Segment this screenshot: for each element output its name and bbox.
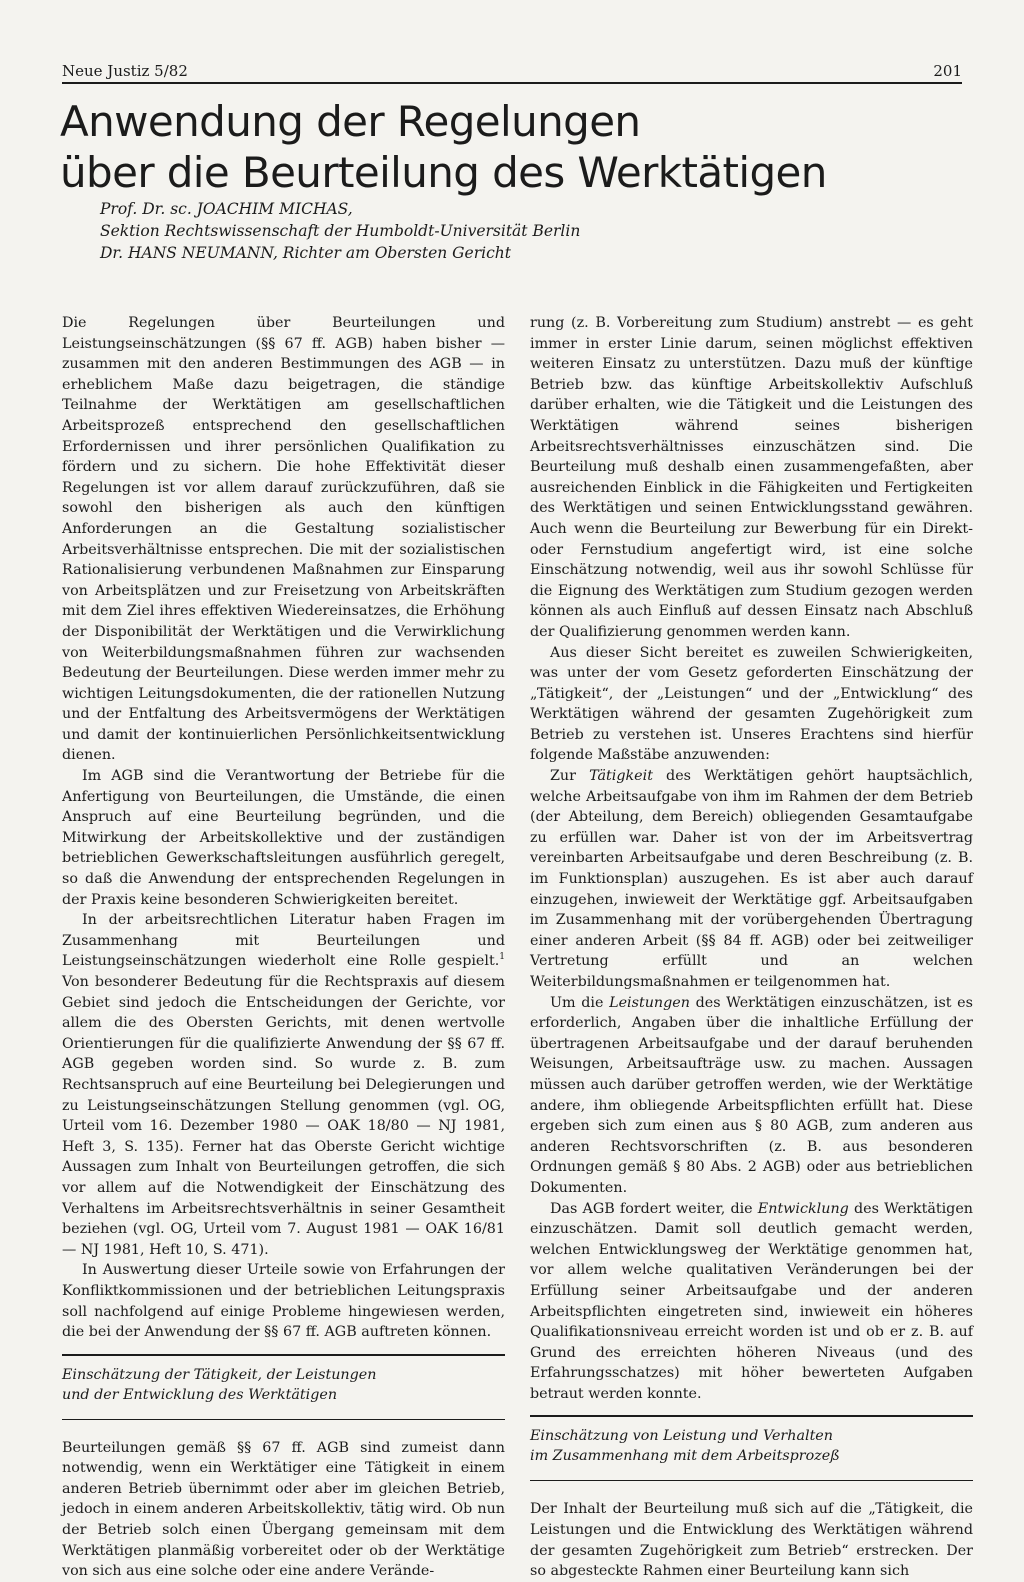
section-heading-line: Einschätzung der Tätigkeit, der Leistungen bbox=[62, 1366, 377, 1383]
emphasis-term: Tätigkeit bbox=[589, 768, 653, 785]
section-divider bbox=[530, 1415, 973, 1417]
emphasis-term: Entwicklung bbox=[757, 1200, 849, 1217]
paragraph: Aus dieser Sicht bereitet es zuweilen Schwierigkeiten, was unter der vom Gesetz geforderten Einschätzung der „Tätigkeit“, der „Leistungen“ und der „Entwicklung“ des Werktätigen während der gesamten Zugehörigkeit zum Betrieb zu verstehen ist. Unseres Erachtens sind hierfür folgende Maßstäbe anzuwenden: bbox=[530, 644, 973, 764]
section-divider bbox=[62, 1354, 505, 1356]
paragraph bbox=[530, 766, 973, 993]
paragraph-text: Das AGB fordert weiter, die bbox=[550, 1200, 758, 1217]
footnote-marker: 1 bbox=[499, 952, 505, 963]
paragraph bbox=[530, 993, 973, 1199]
paragraph-text: Zur bbox=[550, 768, 590, 785]
section-heading-line: Einschätzung von Leistung und Verhalten bbox=[530, 1428, 833, 1445]
section-heading-line: im Zusammenhang mit dem Arbeitsprozeß bbox=[530, 1448, 840, 1465]
paragraph bbox=[530, 1199, 973, 1405]
title-line-2: über die Beurteilung des Werktätigen bbox=[60, 148, 827, 197]
author-block bbox=[100, 198, 580, 264]
paragraph bbox=[62, 910, 505, 1260]
journal-issue: Neue Justiz 5/82 bbox=[62, 62, 188, 80]
paragraph: Beurteilungen gemäß §§ 67 ff. AGB sind zumeist dann notwendig, wenn ein Werktätiger eine Tätigkeit in einem anderen Betrieb übernimmt oder aber im gleichen Betrieb, jedoch in einem anderen Arbeitskollektiv, tätig wird. Ob nun der Betrieb solch einen Übergang gemeinsam mit dem Werktätigen planmäßig vorbereitet oder ob der Werktätige von sich aus eine solche oder eine andere Verände- bbox=[62, 1439, 505, 1580]
running-header bbox=[62, 60, 962, 84]
section-heading-rule bbox=[62, 1419, 505, 1420]
paragraph-text: des Werktätigen einzuschätzen, ist es erforderlich, Angaben über die inhaltliche Erfüllung der übertragenen Arbeitsaufgabe und der darauf beruhenden Weisungen, Arbeitsaufträge usw. zu machen. Aussagen müssen auch darüber getroffen werden, wie der Werktätige andere, ihm obliegende Arbeitspflichten erfüllt hat. Diese ergeben sich zum einen aus § 80 AGB, zum anderen aus anderen Rechtsvorschriften (z. B. aus besonderen Ordnungen gemäß § 80 Abs. 2 AGB) oder aus betrieblichen Dokumenten. bbox=[530, 994, 973, 1196]
paragraph: Die Regelungen über Beurteilungen und Leistungseinschätzungen (§§ 67 ff. AGB) haben bisher — zusammen mit den anderen Bestimmungen des AGB — in erheblichem Maße dazu beigetragen, die ständige Teilnahme der Werktätigen am gesellschaftlichen Arbeitsprozeß entsprechend den gesellschaftlichen Erfordernissen und ihrer persönlichen Qualifikation zu fördern und zu sichern. Die hohe Effektivität dieser Regelungen ist vor allem darauf zurückzuführen, daß sie sowohl den bisherigen als auch den künftigen Anforderungen an die Gestaltung sozialistischer Arbeitsverhältnisse entsprechen. Die mit der sozialistischen Rationalisierung verbundenen Maßnahmen zur Einsparung von Arbeitsplätzen und zur Freisetzung von Arbeitskräften mit dem Ziel ihres effektiven Wiedereinsatzes, die Erhöhung der Disponibilität der Werktätigen und die Verwirklichung von Weiterbildungsmaßnahmen führen zur wachsenden Bedeutung der Beurteilungen. Diese werden immer mehr zu wichtigen Leitungsdokumenten, die der rationellen Nutzung und der Entfaltung des Arbeitsvermögens der Werktätigen und damit der kontinuierlichen Persönlichkeitsentwicklung dienen. bbox=[62, 315, 505, 764]
author-line-1: Prof. Dr. sc. JOACHIM MICHAS, bbox=[100, 200, 353, 218]
section-heading bbox=[530, 1426, 973, 1466]
author-line-2: Sektion Rechtswissenschaft der Humboldt-Universität Berlin bbox=[100, 222, 581, 240]
paragraph: Im AGB sind die Verantwortung der Betriebe für die Anfertigung von Beurteilungen, die Umstände, die einen Anspruch auf eine Beurteilung begründen, und die Mitwirkung der Arbeitskollektive und der zuständigen betrieblichen Gewerkschaftsleitungen ausführlich geregelt, so daß die Anwendung der entsprechenden Regelungen in der Praxis keine besonderen Schwierigkeiten bereitet. bbox=[62, 768, 505, 908]
paragraph-text: In der arbeitsrechtlichen Literatur haben Fragen im Zusammenhang mit Beurteilungen und Leistungseinschätzungen wiederholt eine Rolle gespielt. bbox=[62, 912, 505, 970]
section-heading bbox=[62, 1365, 505, 1405]
right-column bbox=[530, 313, 973, 1582]
title-line-1: Anwendung der Regelungen bbox=[60, 97, 641, 146]
paragraph: rung (z. B. Vorbereitung zum Studium) anstrebt — es geht immer in erster Linie darum, seinen möglichst effektiven weiteren Einsatz zu unterstützen. Dazu muß der künftige Betrieb bzw. das künftige Arbeitskollektiv Aufschluß darüber erhalten, wie die Tätigkeit und die Leistungen des Werktätigen während seines bisherigen Arbeitsrechtsverhältnisses einzuschätzen sind. Die Beurteilung muß deshalb einen zusammengefaßten, aber ausreichenden Einblick in die Fähigkeiten und Fertigkeiten des Werktätigen und seinen Entwicklungsstand gewähren. Auch wenn die Beurteilung zur Bewerbung für ein Direkt- oder Fernstudium angefertigt wird, ist eine solche Einschätzung notwendig, weil aus ihr sowohl Schlüsse für die Eignung des Werktätigen zum Studium gezogen werden können als auch Einfluß auf dessen Einsatz nach Abschluß der Qualifizierung genommen werden kann. bbox=[530, 315, 973, 640]
author-line-3: Dr. HANS NEUMANN, Richter am Obersten Gericht bbox=[100, 244, 511, 262]
paragraph-text: Um die bbox=[550, 994, 610, 1011]
article-title bbox=[60, 96, 960, 198]
page-number: 201 bbox=[933, 62, 962, 80]
paragraph: Der Inhalt der Beurteilung muß sich auf die „Tätigkeit, die Leistungen und die Entwicklung des Werktätigen während der gesamten Zugehörigkeit zum Betrieb“ erstrecken. Der so abgesteckte Rahmen einer Beurteilung kann sich bbox=[530, 1501, 973, 1580]
section-heading-line: und der Entwicklung des Werktätigen bbox=[62, 1386, 338, 1403]
paragraph: In Auswertung dieser Urteile sowie von Erfahrungen der Konfliktkommissionen und der betrieblichen Leitungspraxis soll nachfolgend auf einige Probleme hingewiesen werden, die bei der Anwendung der §§ 67 ff. AGB auftreten können. bbox=[62, 1262, 505, 1341]
section-heading-rule bbox=[530, 1480, 973, 1481]
paragraph-text: Von besonderer Bedeutung für die Rechtspraxis auf diesem Gebiet sind jedoch die Entscheidungen der Gerichte, vor allem die des Obersten Gerichts, mit denen wertvolle Orientierungen für die qualifizierte Anwendung der §§ 67 ff. AGB gegeben worden sind. So wurde z. B. zum Rechtsanspruch auf eine Beurteilung bei Delegierungen und zu Leistungseinschätzungen Stellung genommen (vgl. OG, Urteil vom 16. Dezember 1980 — OAK 18/80 — NJ 1981, Heft 3, S. 135). Ferner hat das Oberste Gericht wichtige Aussagen zum Inhalt von Beurteilungen getroffen, die sich vor allem auf die Notwendigkeit der Einschätzung des Verhaltens im Arbeitsrechtsverhältnis in seiner Gesamtheit beziehen (vgl. OG, Urteil vom 7. August 1981 — OAK 16/81 — NJ 1981, Heft 10, S. 471). bbox=[62, 974, 505, 1258]
paragraph-text: des Werktätigen gehört hauptsächlich, welche Arbeitsaufgabe von ihm im Rahmen der dem Betrieb (der Abteilung, dem Bereich) obliegenden Gesamtaufgabe zu erfüllen war. Daher ist von der im Arbeitsvertrag vereinbarten Arbeitsaufgabe und deren Beschreibung (z. B. im Funktionsplan) auszugehen. Es ist aber auch darauf einzugehen, inwieweit der Werktätige ggf. Arbeitsaufgaben im Zusammenhang mit der vorübergehenden Übertragung einer anderen Arbeit (§§ 84 ff. AGB) oder bei zeitweiliger Vertretung erfüllt und an welchen Weiterbildungsmaßnahmen er teilgenommen hat. bbox=[530, 768, 973, 990]
paragraph-text: des Werktätigen einzuschätzen. Damit soll deutlich gemacht werden, welchen Entwicklungsweg der Werktätige genommen hat, vor allem welche qualitativen Veränderungen bei der Erfüllung seiner Arbeitsaufgabe und der anderen Arbeitspflichten eingetreten sind, inwieweit ein höheres Qualifikationsniveau erreicht worden ist und ob er z. B. auf Grund des erreichten höheren Niveaus (und des Erfahrungsschatzes) mit höher bewerteten Aufgaben betraut werden konnte. bbox=[530, 1200, 973, 1402]
left-column bbox=[62, 313, 505, 1582]
emphasis-term: Leistungen bbox=[609, 994, 690, 1011]
